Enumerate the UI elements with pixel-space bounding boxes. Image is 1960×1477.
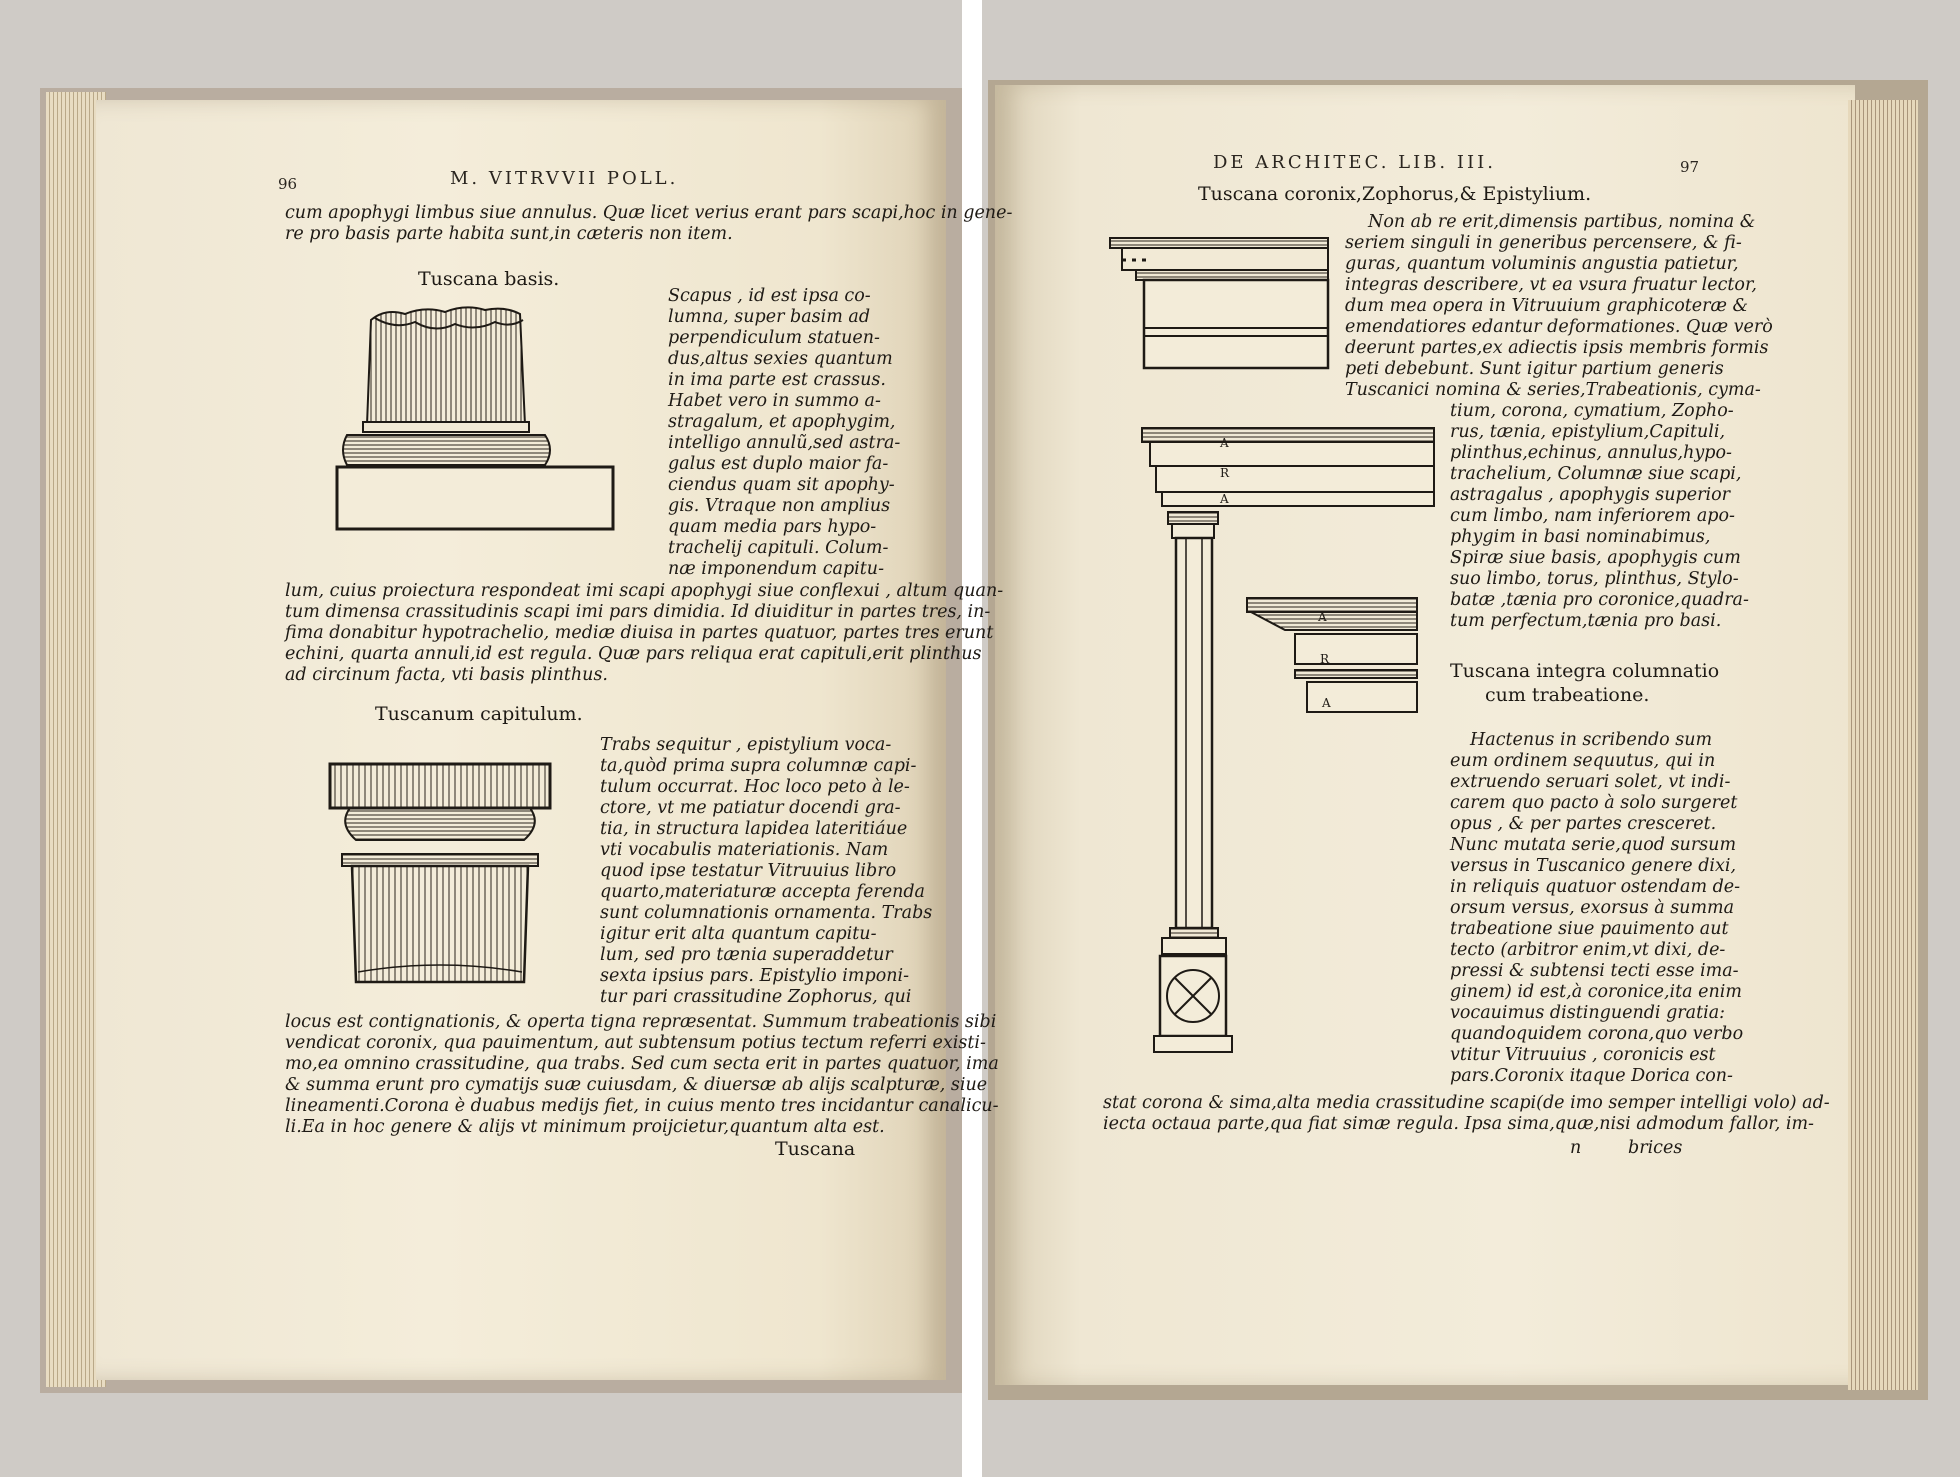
right-page-edges xyxy=(1848,100,1918,1390)
text-line: dus,altus sexies quantum xyxy=(668,349,893,369)
heading-tuscan-base: Tuscana basis. xyxy=(418,268,560,290)
text-line: lum, cuius proiectura respondeat imi scapi apophygi siue conflexui , altum quan- xyxy=(285,581,1004,601)
text-line: Trabs sequitur , epistylium voca- xyxy=(600,735,892,755)
text-line: cum apophygi limbus siue annulus. Quæ licet verius erant pars scapi,hoc in gene- xyxy=(285,203,1013,223)
text-line: ginem) id est,à coronice,ita enim xyxy=(1450,982,1742,1002)
text-line: carem quo pacto à solo surgeret xyxy=(1450,793,1738,813)
text-line: echini, quarta annuli,id est regula. Quæ pars reliqua erat capituli,erit plinthus xyxy=(285,644,982,664)
text-line: plinthus,echinus, annulus,hypo- xyxy=(1450,443,1732,463)
text-line: pars.Coronix itaque Dorica con- xyxy=(1450,1066,1733,1086)
text-line: & summa erunt pro cymatijs suæ cuiusdam, & diuersæ ab alijs scalpturæ, siue xyxy=(285,1075,988,1095)
text-line: locus est contignationis, & operta tigna repræsentat. Summum trabeationis sibi xyxy=(285,1012,997,1032)
catchword-left: Tuscana xyxy=(775,1138,856,1160)
text-line: integras describere, vt ea vsura fruatur lector, xyxy=(1345,275,1757,295)
text-line: trachelij capituli. Colum- xyxy=(668,538,889,558)
text-line: Spiræ siue basis, apophygis cum xyxy=(1450,548,1741,568)
text-line: sexta ipsius pars. Epistylio imponi- xyxy=(600,966,910,986)
text-line: trabeatione siue pauimento aut xyxy=(1450,919,1729,939)
right-page-title: Tuscana coronix,Zophorus,& Epistylium. xyxy=(1198,183,1592,205)
figure-label: R xyxy=(1320,652,1330,666)
text-line: seriem singuli in generibus percensere, & fi- xyxy=(1345,233,1742,253)
text-line: suo limbo, torus, plinthus, Stylo- xyxy=(1450,569,1739,589)
text-line: rus, tænia, epistylium,Capituli, xyxy=(1450,422,1726,442)
figure-label: R xyxy=(1220,466,1230,480)
text-line: lum, sed pro tænia superaddetur xyxy=(600,945,893,965)
page-number-right: 97 xyxy=(1680,158,1700,176)
heading-tuscan-capital: Tuscanum capitulum. xyxy=(375,703,583,725)
text-line: ta,quòd prima supra columnæ capi- xyxy=(600,756,917,776)
tuscan-capital-woodcut xyxy=(328,762,553,987)
text-line: stragalum, et apophygim, xyxy=(668,412,896,432)
text-line: pressi & subtensi tecti esse ima- xyxy=(1450,961,1739,981)
text-line: ad circinum facta, vti basis plinthus. xyxy=(285,665,608,685)
text-line: næ imponendum capitu- xyxy=(668,559,884,579)
text-line: eum ordinem sequutus, qui in xyxy=(1450,751,1716,771)
text-line: stat corona & sima,alta media crassitudine scapi(de imo semper intelligi volo) ad- xyxy=(1103,1093,1830,1113)
text-line: Habet vero in summo a- xyxy=(668,391,881,411)
text-line: Hactenus in scribendo sum xyxy=(1470,730,1713,750)
text-line: versus in Tuscanico genere dixi, xyxy=(1450,856,1737,876)
text-line: cum limbo, nam inferiorem apo- xyxy=(1450,506,1735,526)
figure-label: A xyxy=(1220,492,1229,506)
text-line: lumna, super basim ad xyxy=(668,307,871,327)
text-line: ciendus quam sit apophy- xyxy=(668,475,895,495)
text-line: Scapus , id est ipsa co- xyxy=(668,286,871,306)
tuscan-base-woodcut xyxy=(335,300,615,535)
text-line: tia, in structura lapidea lateritiáue xyxy=(600,819,908,839)
subtitle-line: Tuscana integra columnatio xyxy=(1450,660,1720,682)
text-line: batæ ,tænia pro coronice,quadra- xyxy=(1450,590,1749,610)
text-line: guras, quantum voluminis angustia patietur, xyxy=(1345,254,1739,274)
signature-mark: n xyxy=(1570,1138,1582,1158)
text-line: vtitur Vitruuius , coronicis est xyxy=(1450,1045,1716,1065)
text-line: in ima parte est crassus. xyxy=(668,370,886,390)
text-line: quandoquidem corona,quo verbo xyxy=(1450,1024,1744,1044)
text-line: astragalus , apophygis superior xyxy=(1450,485,1730,505)
text-line: quod ipse testatur Vitruuius libro xyxy=(600,861,897,881)
text-line: Nunc mutata serie,quod sursum xyxy=(1450,835,1737,855)
text-line: quarto,materiaturæ accepta ferenda xyxy=(600,882,925,902)
page-number-left: 96 xyxy=(278,175,298,193)
text-line: Non ab re erit,dimensis partibus, nomina & xyxy=(1368,212,1756,232)
cornice-detail-woodcut xyxy=(1245,594,1420,724)
text-line: tium, corona, cymatium, Zopho- xyxy=(1450,401,1734,421)
text-line: igitur erit alta quantum capitu- xyxy=(600,924,877,944)
entablature-woodcut xyxy=(1108,236,1333,376)
text-line: quam media pars hypo- xyxy=(668,517,877,537)
text-line: tum perfectum,tænia pro basi. xyxy=(1450,611,1722,631)
text-line: dum mea opera in Vitruuium graphicoteræ & xyxy=(1345,296,1749,316)
text-line: vti vocabulis materiationis. Nam xyxy=(600,840,889,860)
text-line: vendicat coronix, qua pauimentum, aut subtensum potius tectum referri existi- xyxy=(285,1033,986,1053)
text-line: ctore, vt me patiatur docendi gra- xyxy=(600,798,901,818)
text-line: iecta octaua parte,qua fiat simæ regula. Ipsa sima,quæ,nisi admodum fallor, im- xyxy=(1103,1114,1814,1134)
text-line: extruendo seruari solet, vt indi- xyxy=(1450,772,1731,792)
text-line: in reliquis quatuor ostendam de- xyxy=(1450,877,1741,897)
text-line: sunt columnationis ornamenta. Trabs xyxy=(600,903,933,923)
text-line: Tuscanici nomina & series,Trabeationis, cyma- xyxy=(1345,380,1761,400)
text-line: emendatiores edantur deformationes. Quæ verò xyxy=(1345,317,1773,337)
catchword-right: brices xyxy=(1628,1138,1683,1158)
text-line: intelligo annulũ,sed astra- xyxy=(668,433,901,453)
text-line: re pro basis parte habita sunt,in cæteris non item. xyxy=(285,224,733,244)
text-line: fima donabitur hypotrachelio, mediæ diuisa in partes quatuor, partes tres erunt xyxy=(285,623,994,643)
text-line: gis. Vtraque non amplius xyxy=(668,496,891,516)
text-line: phygim in basi nominabimus, xyxy=(1450,527,1711,547)
text-line: deerunt partes,ex adiectis ipsis membris formis xyxy=(1345,338,1769,358)
figure-label: A xyxy=(1220,436,1229,450)
text-line: opus , & per partes cresceret. xyxy=(1450,814,1717,834)
text-line: mo,ea omnino crassitudine, qua trabs. Sed cum secta erit in partes quatuor, ima xyxy=(285,1054,999,1074)
text-line: peti debebunt. Sunt igitur partium generis xyxy=(1345,359,1724,379)
text-line: trachelium, Columnæ siue scapi, xyxy=(1450,464,1742,484)
running-head-left: M. VITRVVII POLL. xyxy=(450,168,679,189)
text-line: li.Ea in hoc genere & alijs vt minimum proijcietur,quantum alta est. xyxy=(285,1117,885,1137)
text-line: perpendiculum statuen- xyxy=(668,328,880,348)
text-line: tur pari crassitudine Zophorus, qui xyxy=(600,987,912,1007)
figure-label: A xyxy=(1318,610,1327,624)
text-line: tum dimensa crassitudinis scapi imi pars dimidia. Id diuiditur in partes tres, in- xyxy=(285,602,991,622)
text-line: galus est duplo maior fa- xyxy=(668,454,889,474)
running-head-right: DE ARCHITEC. LIB. III. xyxy=(1213,152,1496,173)
text-line: vocauimus distinguendi gratia: xyxy=(1450,1003,1726,1023)
text-line: lineamenti.Corona è duabus medijs fiet, in cuius mento tres incidantur canalicu- xyxy=(285,1096,999,1116)
text-line: orsum versus, exorsus à summa xyxy=(1450,898,1735,918)
text-line: tulum occurrat. Hoc loco peto à le- xyxy=(600,777,910,797)
text-line: tecto (arbitror enim,vt dixi, de- xyxy=(1450,940,1726,960)
column-woodcut xyxy=(1140,424,1440,1056)
figure-label: A xyxy=(1322,696,1331,710)
subtitle-line: cum trabeatione. xyxy=(1485,684,1650,706)
